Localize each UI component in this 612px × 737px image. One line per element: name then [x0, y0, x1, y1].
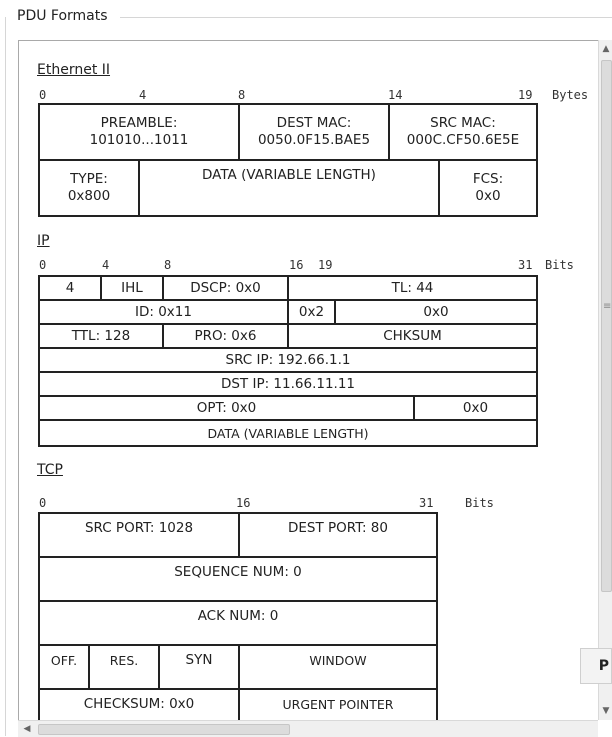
scroll-left-icon[interactable]: ◀: [23, 724, 31, 734]
tcp-checksum: CHECKSUM: 0x0: [83, 696, 195, 712]
ip-ttl: TTL: 128: [71, 327, 131, 344]
horizontal-scrollbar[interactable]: [18, 720, 598, 737]
pdu-panel: [18, 40, 599, 721]
ip-title: IP: [37, 233, 50, 249]
preamble-label: PREAMBLE:: [100, 115, 178, 131]
ip-flags: 0x2: [298, 303, 325, 320]
ip-frag: 0x0: [423, 303, 449, 320]
fcs-value: 0x0: [475, 188, 501, 204]
scroll-up-icon[interactable]: ▲: [602, 44, 610, 54]
ip-dst: DST IP: 11.66.11.11: [220, 375, 356, 392]
ip-flags-field: [287, 299, 336, 325]
tcp-off-field: [38, 644, 90, 690]
side-panel-button[interactable]: [580, 648, 612, 684]
tcp-ruler-31: 31: [419, 496, 434, 510]
ip-ruler-8: 8: [164, 258, 172, 272]
tcp-seq: SEQUENCE NUM: 0: [174, 564, 302, 580]
ip-unit: Bits: [545, 258, 574, 272]
side-panel-button-label: P: [598, 658, 609, 674]
ip-dst-field: [38, 371, 538, 397]
ip-ruler-31: 31: [518, 258, 533, 272]
group-border-left: [5, 17, 6, 736]
ip-tl-field: [287, 275, 538, 301]
group-border-top: [120, 17, 612, 18]
tcp-window-field: [238, 644, 438, 690]
horizontal-scroll-thumb[interactable]: [38, 724, 290, 735]
ip-padding: 0x0: [462, 399, 489, 416]
tcp-syn: SYN: [185, 652, 213, 668]
ip-ihl-field: [100, 275, 164, 301]
tcp-src-port: SRC PORT: 1028: [84, 520, 194, 536]
ip-opt: OPT: 0x0: [196, 399, 257, 416]
eth-ruler-14: 14: [388, 88, 403, 102]
ip-chksum-field: [287, 323, 538, 349]
ip-padding-field: [413, 395, 538, 421]
ip-pro: PRO: 0x6: [194, 327, 257, 344]
vertical-scrollbar[interactable]: [598, 40, 612, 720]
ip-id: ID: 0x11: [135, 303, 192, 320]
ip-src-field: [38, 347, 538, 373]
ip-data-field: [38, 419, 538, 447]
ip-src: SRC IP: 192.66.1.1: [225, 351, 351, 368]
ip-chksum: CHKSUM: [383, 327, 442, 344]
ip-pro-field: [162, 323, 289, 349]
tcp-off: OFF.: [50, 653, 78, 668]
type-label: TYPE:: [70, 171, 108, 187]
tcp-ack-field: [38, 600, 438, 646]
ip-id-field: [38, 299, 289, 325]
tcp-ruler-16: 16: [236, 496, 251, 510]
group-title: PDU Formats: [14, 8, 111, 24]
eth-unit: Bytes: [552, 88, 589, 102]
ip-version: 4: [65, 279, 75, 296]
src-mac-field: [388, 103, 538, 161]
type-value: 0x800: [67, 188, 111, 204]
tcp-src-port-field: [38, 512, 240, 558]
vertical-scroll-thumb[interactable]: [601, 60, 612, 592]
tcp-dest-port-field: [238, 512, 438, 558]
ip-ruler-4: 4: [102, 258, 110, 272]
src-mac-label: SRC MAC:: [430, 115, 496, 131]
grip-icon: ≡: [603, 301, 612, 312]
dest-mac-value: 0050.0F15.BAE5: [257, 132, 371, 148]
ip-ruler-0: 0: [39, 258, 47, 272]
fcs-label: FCS:: [472, 171, 504, 187]
tcp-unit: Bits: [465, 496, 494, 510]
tcp-urgent-field: [238, 688, 438, 721]
type-field: [38, 159, 140, 217]
tcp-ack: ACK NUM: 0: [197, 608, 279, 624]
ip-ruler-19: 19: [318, 258, 333, 272]
ip-frag-field: [334, 299, 538, 325]
scroll-down-icon[interactable]: ▼: [602, 706, 610, 716]
dest-mac-field: [238, 103, 390, 161]
tcp-urgent: URGENT POINTER: [282, 697, 394, 712]
tcp-syn-field: [158, 644, 240, 690]
eth-ruler-0: 0: [39, 88, 47, 102]
tcp-res-field: [88, 644, 160, 690]
eth-ruler-19: 19: [518, 88, 533, 102]
eth-data-field: [138, 159, 440, 217]
preamble-field: [38, 103, 240, 161]
ethernet-title: Ethernet II: [37, 62, 111, 78]
src-mac-value: 000C.CF50.6E5E: [406, 132, 520, 148]
ip-version-field: [38, 275, 102, 301]
tcp-dest-port: DEST PORT: 80: [288, 520, 388, 536]
ip-dscp: DSCP: 0x0: [190, 279, 261, 296]
fcs-field: [438, 159, 538, 217]
preamble-value: 101010...1011: [89, 132, 189, 148]
ip-ruler-16: 16: [289, 258, 304, 272]
tcp-ruler-0: 0: [39, 496, 47, 510]
dest-mac-label: DEST MAC:: [276, 115, 352, 131]
tcp-checksum-field: [38, 688, 240, 721]
tcp-res: RES.: [109, 653, 139, 668]
ip-tl: TL: 44: [391, 279, 434, 296]
ip-opt-field: [38, 395, 415, 421]
ip-dscp-field: [162, 275, 289, 301]
ip-ttl-field: [38, 323, 164, 349]
ip-ihl: IHL: [121, 279, 143, 296]
ip-data: DATA (VARIABLE LENGTH): [207, 425, 369, 441]
tcp-window: WINDOW: [309, 653, 367, 668]
eth-data-label: DATA (VARIABLE LENGTH): [202, 167, 376, 183]
eth-ruler-4: 4: [139, 88, 147, 102]
tcp-title: TCP: [37, 462, 63, 478]
eth-ruler-8: 8: [238, 88, 246, 102]
tcp-seq-field: [38, 556, 438, 602]
